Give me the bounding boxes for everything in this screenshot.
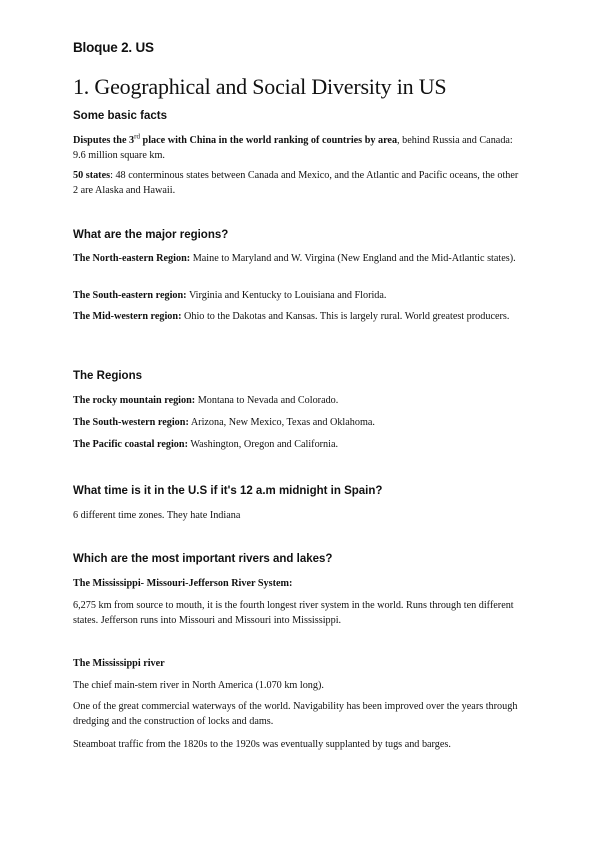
region-item-south-eastern xyxy=(73,288,523,303)
mississippi-title xyxy=(73,656,523,671)
region-text: Virginia and Kentucky to Louisiana and Florida. xyxy=(186,290,387,301)
page-title: 1. Geographical and Social Diversity in US xyxy=(73,74,447,99)
region-text: Ohio to the Dakotas and Kansas. This is largely rural. World greatest producers. xyxy=(181,311,510,322)
region-label: The Mid-western region: xyxy=(73,311,182,322)
region-label: The North-eastern Region: xyxy=(73,253,191,264)
paragraph-area-ranking xyxy=(73,133,523,163)
river-system-title-text: The Mississippi- Missouri-Jefferson River System: xyxy=(73,578,293,589)
region-item-south-western xyxy=(73,415,523,430)
mississippi-paragraph-2: One of the great commercial waterways of the world. Navigability has been improved over the years through dredging and the construction of locks and dams. xyxy=(73,701,518,727)
section-heading-regions: The Regions xyxy=(73,370,143,382)
region-item-rocky-mountain xyxy=(73,393,523,408)
time-answer: 6 different time zones. They hate Indiana xyxy=(73,510,241,521)
region-label: The Pacific coastal region: xyxy=(73,439,188,450)
section-heading-major-regions: What are the major regions? xyxy=(73,229,229,241)
region-label: The South-western region: xyxy=(73,417,189,428)
region-item-pacific-coastal xyxy=(73,437,523,452)
region-label: The rocky mountain region: xyxy=(73,395,196,406)
states-bold: 50 states xyxy=(73,170,111,181)
region-item-north-eastern xyxy=(73,251,523,266)
region-label: The South-eastern region: xyxy=(73,290,187,301)
mississippi-paragraph-1: The chief main-stem river in North America (1.070 km long). xyxy=(73,680,324,691)
region-text: Washington, Oregon and California. xyxy=(187,439,339,450)
section-heading-rivers: Which are the most important rivers and lakes? xyxy=(73,553,333,565)
mississippi-paragraph-3: Steamboat traffic from the 1820s to the 1920s was eventually supplanted by tugs and barges. xyxy=(73,739,451,750)
region-text: Montana to Nevada and Colorado. xyxy=(195,395,339,406)
mississippi-title-text: The Mississippi river xyxy=(73,658,165,669)
region-item-mid-western xyxy=(73,309,523,324)
section-heading-time: What time is it in the U.S if it's 12 a.m midnight in Spain? xyxy=(73,485,383,497)
region-text: Maine to Maryland and W. Virgina (New England and the Mid-Atlantic states). xyxy=(190,253,516,264)
region-text: Arizona, New Mexico, Texas and Oklahoma. xyxy=(188,417,375,428)
area-ranking-sup: rd xyxy=(134,132,140,141)
area-ranking-bold-a: Disputes the 3 xyxy=(73,135,135,146)
paragraph-states xyxy=(73,168,523,198)
section-heading-basic-facts: Some basic facts xyxy=(73,110,167,122)
river-system-description: 6,275 km from source to mouth, it is the fourth longest river system in the world. Runs through ten different states. Jefferson runs into Missouri and Missouri into Mississippi. xyxy=(73,600,514,626)
area-ranking-bold-b: place with China in the world ranking of countries by area xyxy=(139,135,398,146)
bloque-label: Bloque 2. US xyxy=(73,40,154,55)
area-ranking-text: , behind Russia and Canada: 9.6 million square km. xyxy=(73,135,513,161)
states-text: : 48 conterminous states between Canada and Mexico, and the Atlantic and Pacific oceans, the other 2 are Alaska and Hawaii. xyxy=(73,170,519,196)
river-system-title xyxy=(73,576,523,591)
